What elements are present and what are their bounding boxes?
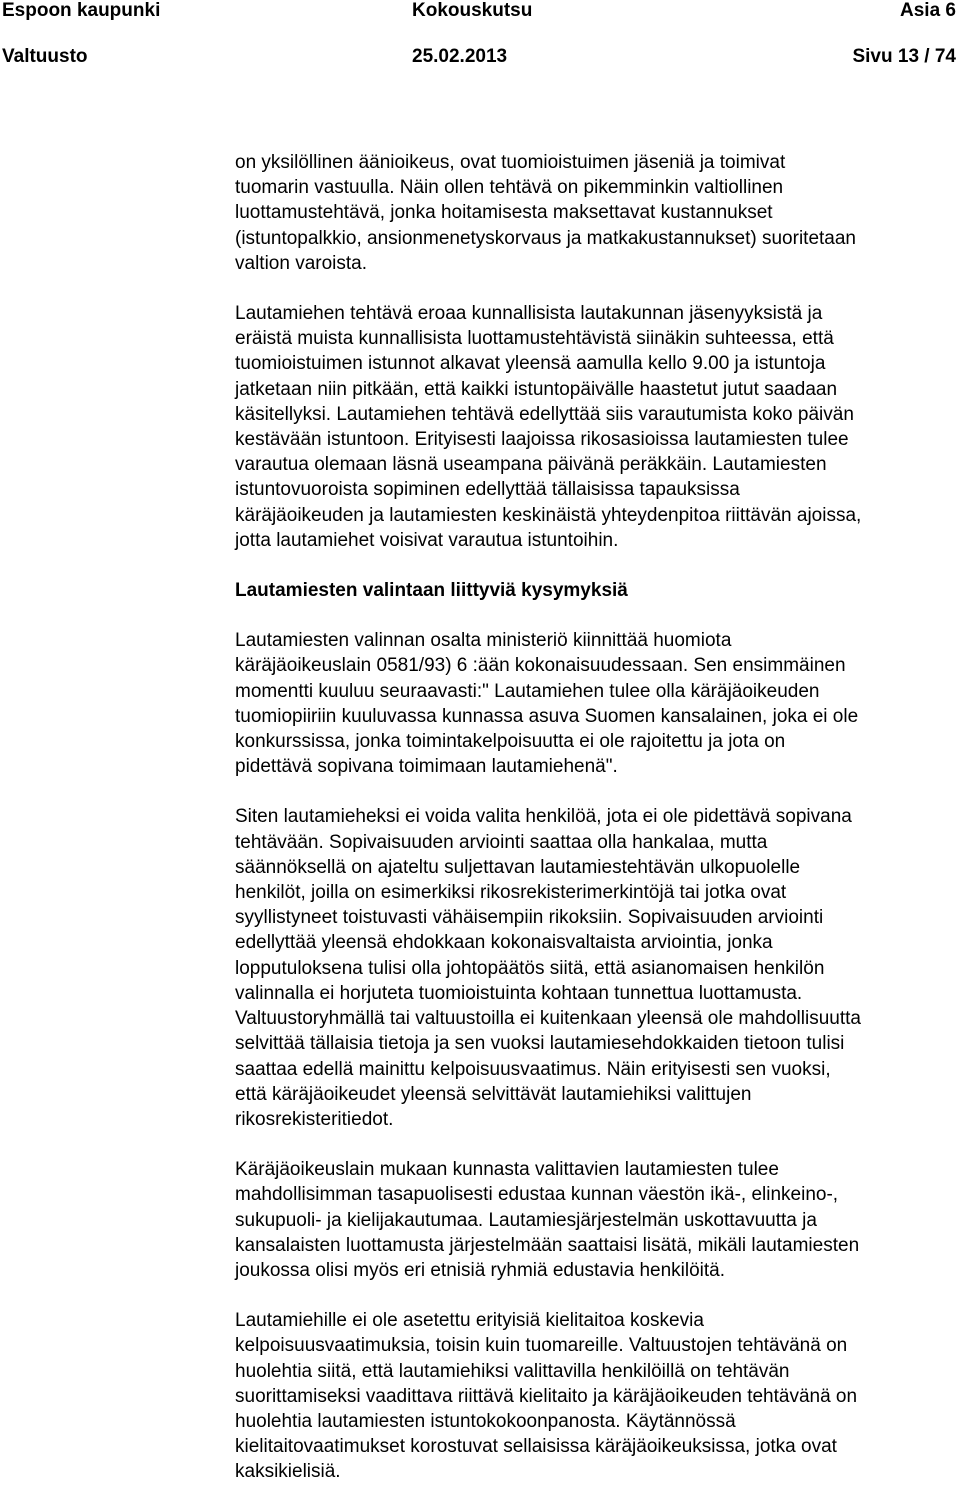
doc-type: Kokouskutsu [412, 0, 533, 21]
document-header [0, 0, 960, 70]
section-heading: Lautamiesten valintaan liittyviä kysymyksiä [235, 580, 628, 602]
paragraph-2: Lautamiehen tehtävä eroaa kunnallisista lautakunnan jäsenyyksistä ja eräistä muista kunnallisista luottamustehtävistä siinäkin suhteessa, että tuomioistuimen istunnot alkavat yleensä aamulla kello 9.00 ja istuntoja jatketaan niin pitkään, että kaikki istuntopäivälle haastetut jutut saadaan käsitellyksi. Lautamiehen tehtävä edellyttää siis varautumista koko päivän kestävään istuntoon. Erityisesti laajoissa rikosasioissa lautamiesten tulee varautua olemaan läsnä useampana päivänä peräkkäin. Lautamiesten istuntovuoroista sopiminen edellyttää tällaisissa tapauksissa käräjäoikeuden ja lautamiesten keskinäistä yhteydenpitoa riittävän ajoissa, jotta lautamiehet voisivat varautua istuntoihin. [235, 303, 862, 551]
paragraph-1: on yksilöllinen äänioikeus, ovat tuomioistuimen jäseniä ja toimivat tuomarin vastuulla. Näin ollen tehtävä on pikemminkin valtiollinen luottamustehtävä, jonka hoitamisesta maksettavat kustannukset (istuntopalkkio, ansionmenetyskorvaus ja matkakustannukset) suoritetaan valtion varoista. [235, 152, 856, 274]
document-body [235, 150, 960, 1510]
paragraph-5: Käräjäoikeuslain mukaan kunnasta valittavien lautamiesten tulee mahdollisimman tasapuolisesti edustaa kunnan väestön ikä-, elinkeino-, sukupuoli- ja kielijakautumaa. Lautamiesjärjestelmän uskottavuutta ja kansalaisten luottamusta järjestelmään saattaisi lisätä, mikäli lautamiesten joukossa olisi myös eri etnisiä ryhmiä edustavia henkilöitä. [235, 1159, 860, 1281]
meeting-date: 25.02.2013 [412, 46, 508, 67]
paragraph-6: Lautamiehille ei ole asetettu erityisiä kielitaitoa koskevia kelpoisuusvaatimuksia, toisin kuin tuomareille. Valtuustojen tehtävänä on huolehtia siitä, että lautamiehiksi valittavilla henkilöillä on tehtävän suorittamiseksi vaadittava riittävä kielitaito ja käräjäoikeuden tehtävänä on huolehtia lautamiesten istuntokokoonpanosta. Käytännössä kielitaitovaatimukset korostuvat sellaisissa käräjäoikeuksissa, jotka ovat kaksikielisiä. [235, 1310, 858, 1483]
paragraph-4: Siten lautamieheksi ei voida valita henkilöä, jota ei ole pidettävä sopivana tehtävään. Sopivaisuuden arviointi saattaa olla hankalaa, mutta säännöksellä on ajateltu suljettavan lautamiestehtävän ulkopuolelle henkilöt, joilla on esimerkiksi rikosrekisterimerkintöjä tai jotka ovat syyllistyneet toistuvasti vähäisempiin rikoksiin. Sopivaisuuden arviointi edellyttää yleensä ehdokkaan kokonaisvaltaista arviointia, jonka lopputuloksena tulisi olla johtopäätös siitä, että asianomaisen henkilön valinnalla ei horjuteta tuomioistuinta kohtaan tunnettua luottamusta. Valtuustoryhmällä tai valtuustoilla ei kuitenkaan yleensä ole mahdollisuutta selvittää tällaisia tietoja ja sen vuoksi lautamiesehdokkaiden tietoon tulisi saattaa edellä mainittu kelpoisuusvaatimus. Näin erityisesti sen vuoksi, että käräjäoikeudet yleensä selvittävät lautamiehiksi valittujen rikosrekisteritiedot. [235, 806, 861, 1130]
paragraph-3: Lautamiesten valinnan osalta ministeriö kiinnittää huomiota käräjäoikeuslain 0581/93) 6 :ään kokonaisuudessaan. Sen ensimmäinen momentti kuuluu seuraavasti:" Lautamiehen tulee olla käräjäoikeuden tuomiopiiriin kuuluvassa kunnassa asuva Suomen kansalainen, joka ei ole konkurssissa, jonka toimintakelpoisuutta ei ole rajoitettu ja jota on pidettävä sopivana toimimaan lautamiehenä". [235, 630, 859, 778]
header-row-1 [0, 0, 960, 24]
header-row-2 [0, 46, 960, 70]
body-name: Valtuusto [2, 46, 88, 67]
item-number: Asia 6 [900, 0, 956, 21]
org-name: Espoon kaupunki [2, 0, 161, 21]
page-number: Sivu 13 / 74 [852, 46, 956, 67]
